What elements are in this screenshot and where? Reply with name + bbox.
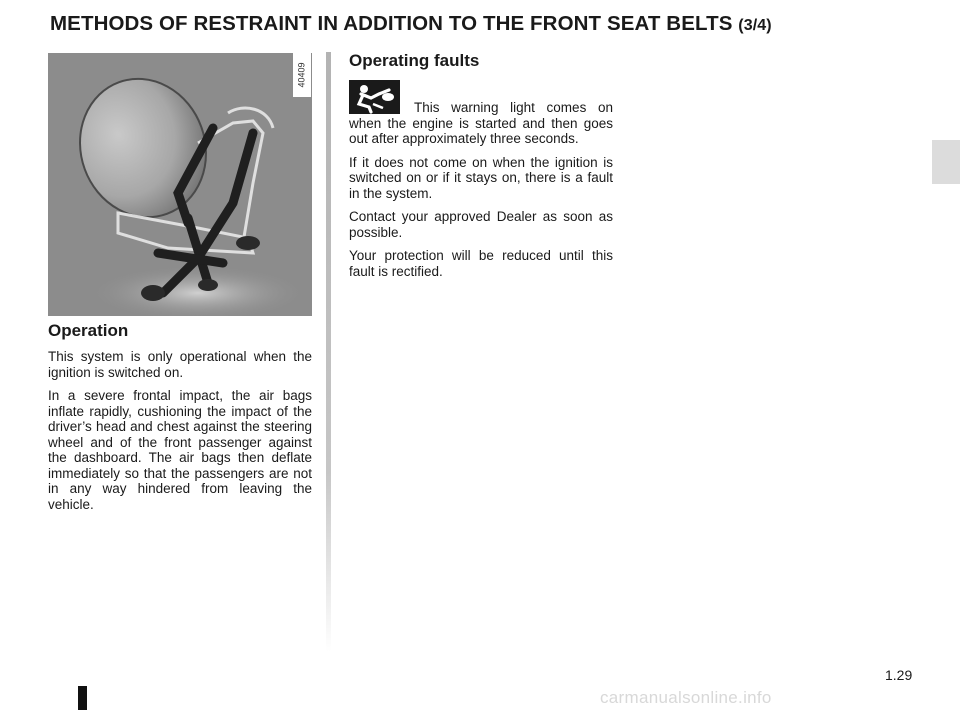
operation-heading: Operation	[48, 321, 129, 340]
figure-reference-code	[293, 52, 311, 97]
airbag-seat-drawing	[48, 53, 312, 316]
fault-paragraph: If it does not come on when the ignition is switched on or if it stays on, there is a fault in the system.	[349, 154, 613, 201]
column-divider	[326, 52, 331, 652]
site-watermark: carmanualsonline.info	[600, 688, 772, 707]
protection-paragraph: Your protection will be reduced until this fault is rectified.	[349, 248, 613, 279]
corner-crop-mark	[78, 686, 87, 710]
page-title	[50, 12, 772, 36]
operating-faults-section	[349, 50, 613, 287]
airbag-warning-icon	[349, 80, 400, 114]
operation-paragraph: This system is only operational when the ignition is switched on.	[48, 349, 312, 380]
section-thumb-tab	[932, 140, 960, 184]
warning-light-paragraph: This warning light comes on when the engine is started and then goes out after approximately three seconds.	[349, 100, 613, 146]
figure-code-text: 40409	[297, 61, 307, 88]
page-number: 1.29	[885, 667, 913, 683]
operation-paragraph: In a severe frontal impact, the air bags inflate rapidly, cushioning the impact of the driver’s head and chest against the steering wheel and of the front passenger against the dashboard. The air bags then deflate immediately so that the passengers are not in any way hindered from leaving the vehicle.	[48, 388, 312, 512]
warning-light-block	[349, 80, 613, 147]
operation-section	[48, 320, 312, 520]
page-title-text: METHODS OF RESTRAINT IN ADDITION TO THE FRONT SEAT BELTS	[50, 12, 733, 35]
operating-faults-heading: Operating faults	[349, 51, 480, 70]
airbag-illustration	[48, 53, 312, 316]
page-part-indicator: (3/4)	[738, 17, 772, 34]
dealer-paragraph: Contact your approved Dealer as soon as possible.	[349, 209, 613, 240]
